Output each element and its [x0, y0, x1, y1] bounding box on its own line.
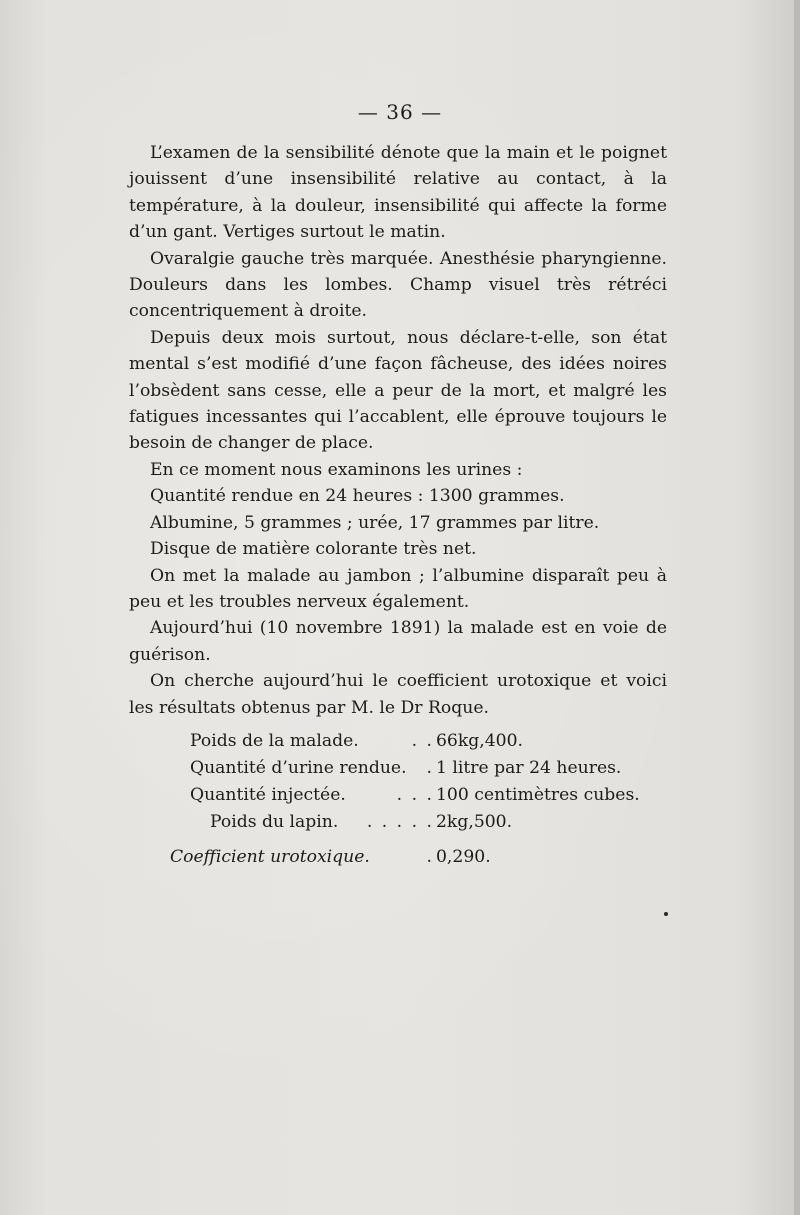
results-label: Quantité injectée. — [190, 785, 346, 805]
paragraph-coefficient: On cherche aujourd’hui le coefficient urotoxique et voici les résultats obtenus par M. le Dr Roque. — [129, 671, 667, 718]
results-row — [190, 809, 640, 836]
results-dots: . . — [411, 731, 434, 751]
paragraph-jambon: On met la malade au jambon ; l’albumine disparaît peu à peu et les troubles nerveux également. — [129, 565, 667, 612]
results-row — [190, 782, 640, 809]
paragraph-mental-state: Depuis deux mois surtout, nous déclare-t-elle, son état mental s’est modifié d’une façon fâcheuse, des idées noires l’obsèdent sans cesse, elle a peur de la mort, et malgré les fatigues incessantes qui l’accablent, elle éprouve toujours le besoin de changer de place. — [129, 327, 667, 454]
paragraph-sensibility: L’examen de la sensibilité dénote que la main et le poignet jouissent d’une insensibilité relative au contact, à la température, à la douleur, insensibilité qui affecte la forme d’un gant. Vertiges surtout le matin. — [129, 143, 667, 243]
coefficient-dots: . — [426, 847, 434, 867]
results-row — [190, 728, 640, 755]
results-table — [170, 728, 640, 871]
results-label: Quantité d’urine rendue. — [190, 758, 407, 778]
page-edge — [794, 0, 800, 1215]
ink-speck — [664, 912, 668, 916]
results-dots: . . . . . — [366, 812, 434, 832]
paragraph-guerison: Aujourd’hui (10 novembre 1891) la malade est en voie de guérison. — [129, 618, 667, 665]
results-value: 100 centimètres cubes. — [436, 785, 640, 805]
paragraph-albumine: Albumine, 5 grammes ; urée, 17 grammes par litre. — [150, 512, 600, 533]
results-label: Poids du lapin. — [210, 812, 339, 832]
paragraph-quantity: Quantité rendue en 24 heures : 1300 grammes. — [150, 486, 565, 507]
paragraph-disque: Disque de matière colorante très net. — [150, 539, 477, 560]
paragraph-urines: En ce moment nous examinons les urines : — [150, 459, 523, 480]
results-value: 1 litre par 24 heures. — [436, 758, 622, 778]
results-value: 66kg,400. — [436, 731, 524, 751]
body-text — [129, 140, 667, 721]
coefficient-label: Coefficient urotoxique. — [170, 847, 370, 867]
results-label: Poids de la malade. — [190, 731, 359, 751]
results-value: 2kg,500. — [436, 812, 513, 832]
page-number: — 36 — — [357, 100, 443, 124]
results-dots: . — [426, 758, 434, 778]
results-dots: . . . — [396, 785, 434, 805]
paragraph-ovaralgie: Ovaralgie gauche très marquée. Anesthésie pharyngienne. Douleurs dans les lombes. Champ visuel très rétréci concentriquement à droite. — [129, 248, 667, 322]
coefficient-row — [170, 844, 640, 871]
coefficient-value: 0,290. — [436, 847, 491, 867]
results-row — [190, 755, 640, 782]
